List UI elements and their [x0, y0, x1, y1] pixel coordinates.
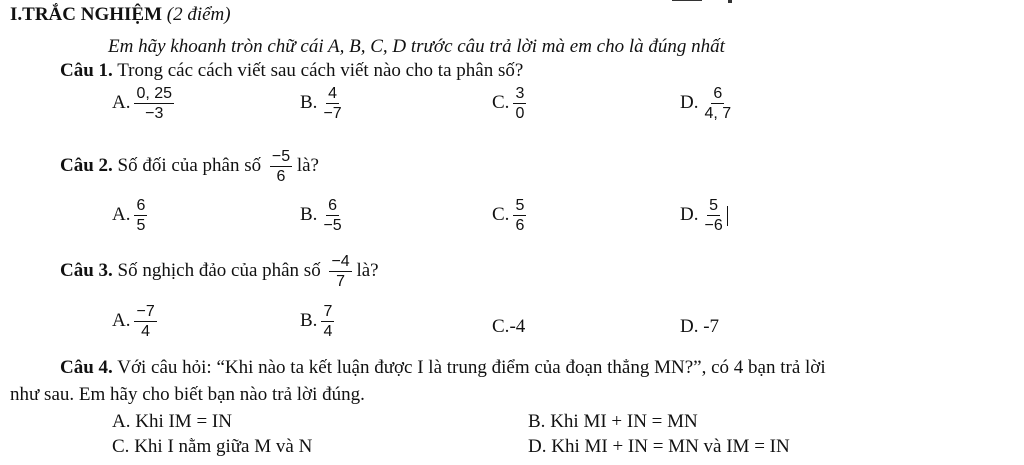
q2-option-d[interactable] [680, 196, 728, 235]
option-letter: C. [492, 91, 510, 113]
question-2-text: Số đối của phân số [117, 154, 262, 176]
question-2-suffix: là? [296, 154, 319, 176]
option-letter: D. [680, 91, 699, 113]
fraction [513, 84, 526, 123]
fraction-denominator: 4, 7 [704, 105, 732, 122]
fraction-numerator: 7 [323, 303, 333, 320]
option-letter: D. [680, 316, 699, 337]
option-letter: A. [112, 411, 131, 432]
q1-option-a[interactable] [112, 84, 174, 123]
fraction-numerator: 5 [515, 197, 525, 214]
fraction-denominator: 4 [141, 323, 151, 340]
question-4-label: Câu 4. [60, 357, 113, 378]
option-letter: B. [528, 411, 546, 432]
option-letter: B. [300, 91, 318, 113]
question-1-text: Trong các cách viết sau cách viết nào cho ta phân số? [117, 60, 524, 81]
option-text: -7 [703, 316, 720, 337]
option-letter: D. [680, 203, 699, 225]
option-text: Khi MI + IN = MN và IM = IN [551, 436, 790, 457]
question-1-label: Câu 1. [60, 60, 113, 81]
q4-option-a[interactable] [112, 411, 232, 433]
option-letter: B. [300, 203, 318, 225]
option-text: Khi I nằm giữa M và N [134, 436, 313, 457]
fraction [321, 84, 343, 123]
fraction-numerator: 3 [515, 85, 525, 102]
q2-option-a[interactable] [112, 196, 147, 235]
q1-option-c[interactable] [492, 84, 526, 123]
fraction-denominator: 5 [136, 217, 146, 234]
option-text: -4 [509, 316, 526, 337]
section-points: (2 điểm) [166, 4, 231, 25]
question-3-fraction [329, 252, 351, 291]
fraction-numerator: −5 [271, 148, 291, 165]
fraction [321, 196, 343, 235]
section-title: I.TRẮC NGHIỆM [10, 4, 163, 25]
fraction-numerator: −7 [136, 303, 155, 320]
question-1 [60, 60, 523, 82]
q4-option-b[interactable] [528, 411, 698, 433]
fraction-denominator: 0 [515, 105, 525, 122]
q3-option-d[interactable] [680, 316, 719, 338]
option-letter: A. [112, 203, 131, 225]
q3-option-a[interactable] [112, 302, 157, 341]
q1-option-d[interactable] [680, 84, 733, 123]
question-2-fraction [270, 147, 292, 186]
fraction [513, 196, 526, 235]
top-rule-mark-2 [728, 0, 732, 3]
fraction-denominator: 6 [276, 168, 286, 185]
question-4-text: Với câu hỏi: “Khi nào ta kết luận được I là trung điểm của đoạn thẳng MN?”, có 4 bạn trả lời [117, 357, 826, 378]
fraction-denominator: −6 [704, 217, 723, 234]
option-letter: C. [492, 316, 510, 337]
instruction-text: Em hãy khoanh tròn chữ cái A, B, C, D trước câu trả lời mà em cho là đúng nhất [108, 36, 725, 57]
question-4 [60, 357, 826, 379]
fraction [702, 84, 733, 123]
question-2 [60, 147, 319, 186]
option-text: Khi IM = IN [135, 411, 232, 432]
fraction [134, 196, 147, 235]
fraction [321, 302, 334, 341]
fraction-denominator: −7 [323, 105, 342, 122]
fraction-numerator: −4 [331, 253, 350, 270]
fraction [134, 84, 174, 123]
top-rule-mark [672, 0, 702, 1]
fraction-denominator: −5 [323, 217, 342, 234]
question-3-suffix: là? [356, 259, 379, 281]
fraction-numerator: 6 [136, 197, 146, 214]
option-letter: C. [492, 203, 510, 225]
option-letter: A. [112, 91, 131, 113]
question-3 [60, 252, 379, 291]
fraction-denominator: 6 [515, 217, 525, 234]
q4-option-c[interactable] [112, 436, 312, 458]
fraction [134, 302, 156, 341]
question-3-text: Số nghịch đảo của phân số [117, 259, 321, 281]
question-2-label: Câu 2. [60, 154, 113, 176]
option-letter: D. [528, 436, 547, 457]
question-4-text-line-2: như sau. Em hãy cho biết bạn nào trả lời đúng. [10, 384, 365, 405]
fraction-numerator: 0, 25 [136, 85, 173, 102]
section-header [10, 4, 231, 26]
option-text: Khi MI + IN = MN [550, 411, 698, 432]
text-cursor [727, 206, 728, 226]
fraction-denominator: 7 [336, 273, 346, 290]
q2-option-b[interactable] [300, 196, 344, 235]
fraction [702, 196, 724, 235]
fraction-numerator: 6 [328, 197, 338, 214]
fraction-denominator: 4 [323, 323, 333, 340]
fraction-numerator: 6 [713, 85, 723, 102]
option-letter: A. [112, 309, 131, 331]
q3-option-b[interactable] [300, 302, 334, 341]
question-3-label: Câu 3. [60, 259, 113, 281]
q3-option-c[interactable] [492, 316, 525, 338]
fraction-numerator: 5 [709, 197, 719, 214]
q1-option-b[interactable] [300, 84, 344, 123]
fraction-denominator: −3 [145, 105, 164, 122]
option-letter: B. [300, 309, 318, 331]
q2-option-c[interactable] [492, 196, 526, 235]
option-letter: C. [112, 436, 130, 457]
q4-option-d[interactable] [528, 436, 790, 458]
fraction-numerator: 4 [328, 85, 338, 102]
